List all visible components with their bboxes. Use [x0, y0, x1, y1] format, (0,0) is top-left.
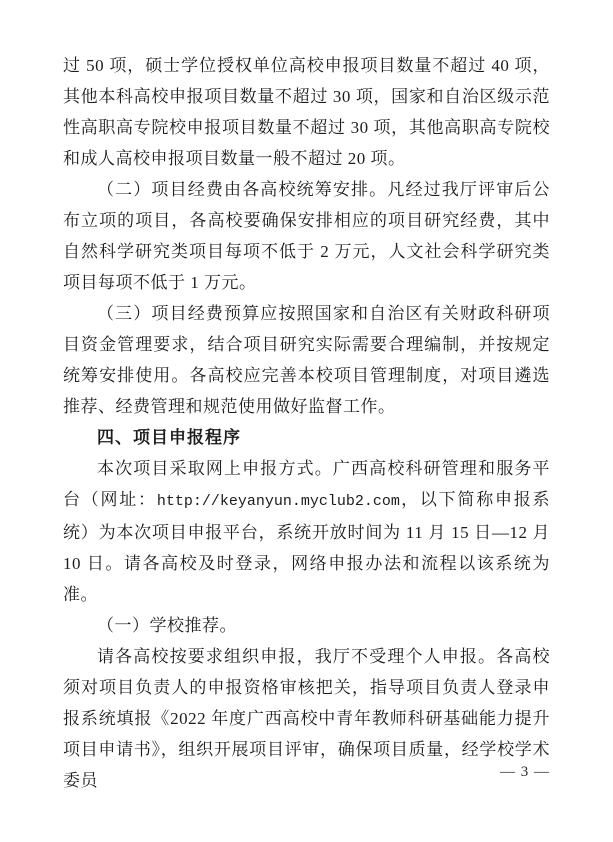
online-application-rest-text: ，以下简称申报系统）为本次项目申报平台，系统开放时间为 11 月 15 日—12 月 10 日。请各高校及时登录，网络申报办法和流程以该系统为准。	[63, 490, 550, 604]
paragraph-item2-funding: （二）项目经费由各高校统筹安排。凡经过我厅评审后公布立项的项目，各高校要确保安排相应的项目研究经费，其中自然科学研究类项目每项不低于 2 万元，人文社会科学研究类项目每项不低于 1 万元。	[63, 180, 550, 292]
paragraph-online-application	[63, 453, 550, 610]
online-application-intro-text: 本次项目采取网上申报方式。广西高校科研管理和服务平台（网址：	[63, 459, 550, 509]
subitem-school-recommendation: （一）学校推荐。	[97, 616, 237, 635]
document-body	[63, 50, 550, 796]
paragraph-quota-continuation: 过 50 项，硕士学位授权单位高校申报项目数量不超过 40 项，其他本科高校申报项目数量不超过 30 项，国家和自治区级示范性高职高专院校申报项目数量不超过 30 项，其他高职高专院校和成人高校申报项目数量一般不超过 20 项。	[63, 56, 550, 168]
page-footer	[63, 760, 550, 784]
page-number: — 3 —	[500, 764, 550, 780]
paragraph-item3-budget: （三）项目经费预算应按照国家和自治区有关财政科研项目资金管理要求，结合项目研究实际需要合理编制，并按规定统筹安排使用。各高校应完善本校项目管理制度，对项目遴选推荐、经费管理和规范使用做好监督工作。	[63, 304, 550, 416]
section-heading-application-procedure: 四、项目申报程序	[97, 428, 241, 447]
application-system-url: http://keyanyun.myclub2.com	[156, 493, 400, 510]
paragraph-school-recommendation-process: 请各高校按要求组织申报，我厅不受理个人申报。各高校须对项目负责人的申报资格审核把关，指导项目负责人登录申报系统填报《2022 年度广西高校中青年教师科研基础能力提升项目申请书》，组织开展项目评审，确保项目质量，经学校学术委员	[63, 647, 550, 790]
